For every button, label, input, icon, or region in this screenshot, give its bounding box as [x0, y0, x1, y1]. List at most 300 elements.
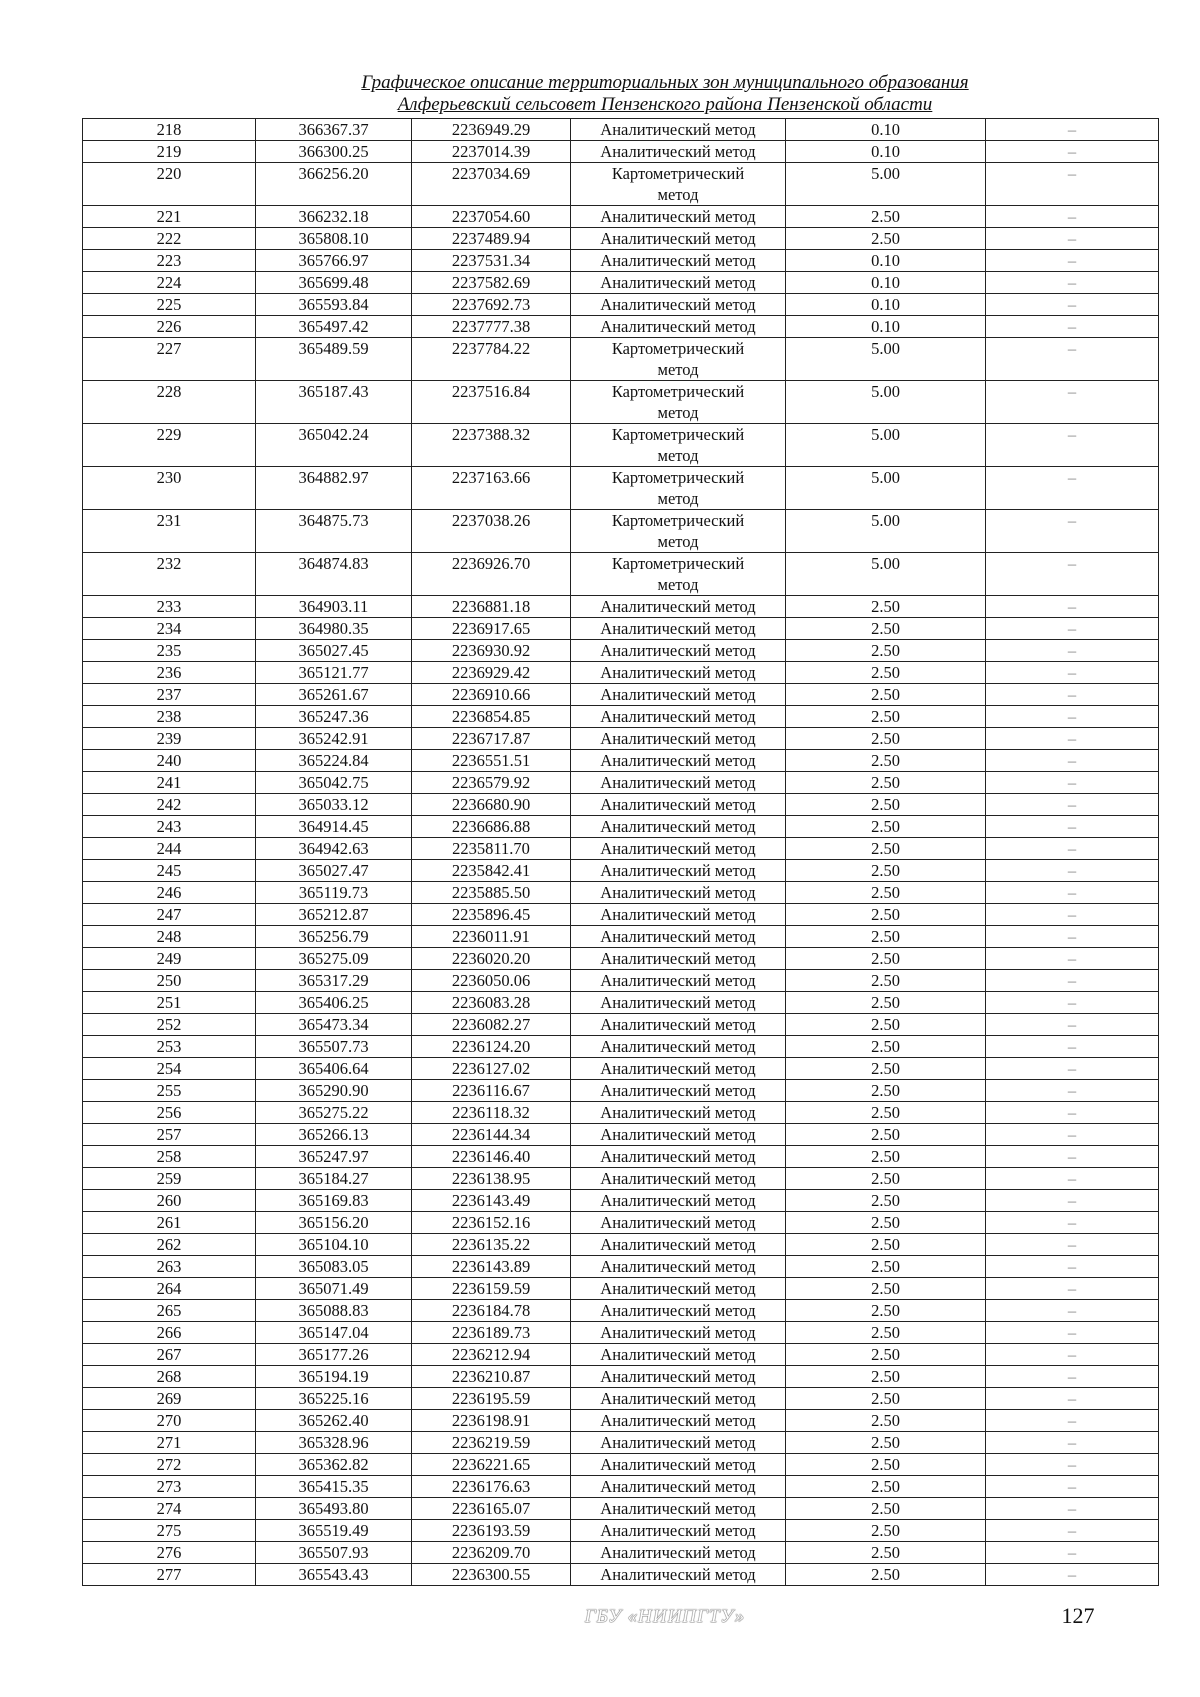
y-coordinate-cell: 2236929.42 — [412, 662, 571, 684]
document-title-line-2: Алферьевский сельсовет Пензенского района Пензенской области — [397, 94, 933, 115]
x-coordinate-cell: 365507.73 — [256, 1036, 412, 1058]
table-row — [83, 1256, 1159, 1278]
x-coordinate-cell: 365247.36 — [256, 706, 412, 728]
point-number-cell: 226 — [83, 316, 256, 338]
note-cell: – — [986, 1300, 1159, 1322]
x-coordinate-cell: 365225.16 — [256, 1388, 412, 1410]
table-row — [83, 1102, 1159, 1124]
x-coordinate-cell: 365266.13 — [256, 1124, 412, 1146]
note-cell: – — [986, 1366, 1159, 1388]
table-row — [83, 228, 1159, 250]
note-cell: – — [986, 510, 1159, 553]
method-text-line: метод — [657, 446, 699, 465]
point-number-cell: 237 — [83, 684, 256, 706]
x-coordinate-cell: 365194.19 — [256, 1366, 412, 1388]
table-row — [83, 1014, 1159, 1036]
point-number-cell: 219 — [83, 141, 256, 163]
note-cell: – — [986, 882, 1159, 904]
accuracy-cell: 2.50 — [786, 838, 986, 860]
accuracy-cell: 0.10 — [786, 141, 986, 163]
table-row — [83, 1146, 1159, 1168]
note-cell: – — [986, 467, 1159, 510]
accuracy-cell: 2.50 — [786, 1102, 986, 1124]
y-coordinate-cell: 2236195.59 — [412, 1388, 571, 1410]
method-text-line: Аналитический метод — [600, 120, 756, 139]
point-number-cell: 277 — [83, 1564, 256, 1586]
y-coordinate-cell: 2236143.49 — [412, 1190, 571, 1212]
note-cell: – — [986, 228, 1159, 250]
note-cell: – — [986, 1344, 1159, 1366]
method-cell — [571, 816, 786, 838]
accuracy-cell: 2.50 — [786, 1410, 986, 1432]
x-coordinate-cell: 364980.35 — [256, 618, 412, 640]
method-cell — [571, 1300, 786, 1322]
accuracy-cell: 2.50 — [786, 640, 986, 662]
x-coordinate-cell: 365224.84 — [256, 750, 412, 772]
x-coordinate-cell: 365042.75 — [256, 772, 412, 794]
x-coordinate-cell: 365275.09 — [256, 948, 412, 970]
method-cell — [571, 553, 786, 596]
method-cell — [571, 1124, 786, 1146]
note-cell: – — [986, 838, 1159, 860]
method-cell — [571, 1212, 786, 1234]
method-text-line: Картометрический — [611, 468, 745, 487]
method-cell — [571, 882, 786, 904]
note-cell: – — [986, 1212, 1159, 1234]
table-row — [83, 1498, 1159, 1520]
x-coordinate-cell: 365406.25 — [256, 992, 412, 1014]
method-cell — [571, 1388, 786, 1410]
accuracy-cell: 2.50 — [786, 992, 986, 1014]
note-cell: – — [986, 141, 1159, 163]
note-cell: – — [986, 1014, 1159, 1036]
table-row — [83, 948, 1159, 970]
x-coordinate-cell: 364914.45 — [256, 816, 412, 838]
method-cell — [571, 1520, 786, 1542]
method-text-line: Аналитический метод — [600, 949, 756, 968]
method-text-line: метод — [657, 575, 699, 594]
note-cell: – — [986, 640, 1159, 662]
x-coordinate-cell: 365083.05 — [256, 1256, 412, 1278]
method-cell — [571, 1190, 786, 1212]
y-coordinate-cell: 2236930.92 — [412, 640, 571, 662]
point-number-cell: 267 — [83, 1344, 256, 1366]
note-cell: – — [986, 904, 1159, 926]
accuracy-cell: 2.50 — [786, 206, 986, 228]
note-cell: – — [986, 1058, 1159, 1080]
method-cell — [571, 1498, 786, 1520]
method-text-line: Аналитический метод — [600, 1279, 756, 1298]
note-cell: – — [986, 1542, 1159, 1564]
x-coordinate-cell: 365317.29 — [256, 970, 412, 992]
note-cell: – — [986, 119, 1159, 141]
accuracy-cell: 2.50 — [786, 1080, 986, 1102]
method-text-line: Аналитический метод — [600, 1081, 756, 1100]
note-cell: – — [986, 338, 1159, 381]
y-coordinate-cell: 2236949.29 — [412, 119, 571, 141]
note-cell: – — [986, 1322, 1159, 1344]
point-number-cell: 239 — [83, 728, 256, 750]
table-row — [83, 1212, 1159, 1234]
method-text-line: Аналитический метод — [600, 619, 756, 638]
x-coordinate-cell: 365156.20 — [256, 1212, 412, 1234]
y-coordinate-cell: 2236118.32 — [412, 1102, 571, 1124]
method-text-line: Аналитический метод — [600, 317, 756, 336]
method-cell — [571, 904, 786, 926]
x-coordinate-cell: 365699.48 — [256, 272, 412, 294]
method-cell — [571, 424, 786, 467]
method-text-line: Аналитический метод — [600, 773, 756, 792]
point-number-cell: 265 — [83, 1300, 256, 1322]
table-row — [83, 1520, 1159, 1542]
x-coordinate-cell: 364874.83 — [256, 553, 412, 596]
point-number-cell: 272 — [83, 1454, 256, 1476]
note-cell: – — [986, 970, 1159, 992]
accuracy-cell: 2.50 — [786, 1146, 986, 1168]
accuracy-cell: 0.10 — [786, 272, 986, 294]
accuracy-cell: 2.50 — [786, 882, 986, 904]
method-text-line: Аналитический метод — [600, 707, 756, 726]
point-number-cell: 270 — [83, 1410, 256, 1432]
note-cell: – — [986, 1564, 1159, 1586]
method-text-line: Аналитический метод — [600, 1257, 756, 1276]
method-cell — [571, 381, 786, 424]
y-coordinate-cell: 2236551.51 — [412, 750, 571, 772]
table-row — [83, 1432, 1159, 1454]
point-number-cell: 256 — [83, 1102, 256, 1124]
y-coordinate-cell: 2236926.70 — [412, 553, 571, 596]
y-coordinate-cell: 2236165.07 — [412, 1498, 571, 1520]
y-coordinate-cell: 2236579.92 — [412, 772, 571, 794]
method-text-line: Аналитический метод — [600, 1015, 756, 1034]
method-text-line: Аналитический метод — [600, 207, 756, 226]
note-cell: – — [986, 1146, 1159, 1168]
accuracy-cell: 2.50 — [786, 1014, 986, 1036]
point-number-cell: 269 — [83, 1388, 256, 1410]
x-coordinate-cell: 366300.25 — [256, 141, 412, 163]
method-cell — [571, 228, 786, 250]
method-text-line: Аналитический метод — [600, 839, 756, 858]
method-text-line: Аналитический метод — [600, 142, 756, 161]
table-row — [83, 772, 1159, 794]
point-number-cell: 242 — [83, 794, 256, 816]
x-coordinate-cell: 364882.97 — [256, 467, 412, 510]
method-cell — [571, 992, 786, 1014]
x-coordinate-cell: 365261.67 — [256, 684, 412, 706]
accuracy-cell: 2.50 — [786, 1498, 986, 1520]
x-coordinate-cell: 365543.43 — [256, 1564, 412, 1586]
y-coordinate-cell: 2236159.59 — [412, 1278, 571, 1300]
table-row — [83, 640, 1159, 662]
note-cell: – — [986, 381, 1159, 424]
accuracy-cell: 5.00 — [786, 553, 986, 596]
y-coordinate-cell: 2236083.28 — [412, 992, 571, 1014]
y-coordinate-cell: 2236854.85 — [412, 706, 571, 728]
note-cell: – — [986, 272, 1159, 294]
accuracy-cell: 2.50 — [786, 1542, 986, 1564]
y-coordinate-cell: 2235885.50 — [412, 882, 571, 904]
table-row — [83, 1058, 1159, 1080]
table-row — [83, 510, 1159, 553]
table-row — [83, 1322, 1159, 1344]
table-row — [83, 1410, 1159, 1432]
table-row — [83, 1036, 1159, 1058]
point-number-cell: 232 — [83, 553, 256, 596]
y-coordinate-cell: 2236300.55 — [412, 1564, 571, 1586]
note-cell: – — [986, 948, 1159, 970]
method-cell — [571, 467, 786, 510]
method-cell — [571, 1322, 786, 1344]
x-coordinate-cell: 364903.11 — [256, 596, 412, 618]
x-coordinate-cell: 365147.04 — [256, 1322, 412, 1344]
method-text-line: Аналитический метод — [600, 1037, 756, 1056]
note-cell: – — [986, 1080, 1159, 1102]
accuracy-cell: 5.00 — [786, 338, 986, 381]
x-coordinate-cell: 365489.59 — [256, 338, 412, 381]
y-coordinate-cell: 2236680.90 — [412, 794, 571, 816]
method-text-line: Картометрический — [611, 511, 745, 530]
table-row — [83, 728, 1159, 750]
table-row — [83, 926, 1159, 948]
table-row — [83, 1476, 1159, 1498]
x-coordinate-cell: 365593.84 — [256, 294, 412, 316]
note-cell: – — [986, 1102, 1159, 1124]
accuracy-cell: 2.50 — [786, 1520, 986, 1542]
table-row — [83, 1542, 1159, 1564]
accuracy-cell: 2.50 — [786, 860, 986, 882]
method-cell — [571, 1080, 786, 1102]
y-coordinate-cell: 2236011.91 — [412, 926, 571, 948]
note-cell: – — [986, 1454, 1159, 1476]
method-text-line: Аналитический метод — [600, 1477, 756, 1496]
y-coordinate-cell: 2236910.66 — [412, 684, 571, 706]
x-coordinate-cell: 364875.73 — [256, 510, 412, 553]
note-cell: – — [986, 1476, 1159, 1498]
x-coordinate-cell: 365027.47 — [256, 860, 412, 882]
point-number-cell: 254 — [83, 1058, 256, 1080]
method-text-line: Аналитический метод — [600, 273, 756, 292]
method-cell — [571, 1542, 786, 1564]
y-coordinate-cell: 2235811.70 — [412, 838, 571, 860]
method-text-line: Аналитический метод — [600, 1147, 756, 1166]
note-cell: – — [986, 1278, 1159, 1300]
table-row — [83, 1080, 1159, 1102]
y-coordinate-cell: 2237038.26 — [412, 510, 571, 553]
note-cell: – — [986, 1410, 1159, 1432]
point-number-cell: 244 — [83, 838, 256, 860]
point-number-cell: 235 — [83, 640, 256, 662]
point-number-cell: 276 — [83, 1542, 256, 1564]
method-cell — [571, 838, 786, 860]
point-number-cell: 218 — [83, 119, 256, 141]
y-coordinate-cell: 2236189.73 — [412, 1322, 571, 1344]
x-coordinate-cell: 365507.93 — [256, 1542, 412, 1564]
note-cell: – — [986, 163, 1159, 206]
method-text-line: Аналитический метод — [600, 1433, 756, 1452]
method-text-line: Аналитический метод — [600, 229, 756, 248]
note-cell: – — [986, 1520, 1159, 1542]
page-number: 127 — [1061, 1603, 1095, 1628]
method-cell — [571, 640, 786, 662]
point-number-cell: 253 — [83, 1036, 256, 1058]
method-cell — [571, 1564, 786, 1586]
note-cell: – — [986, 1168, 1159, 1190]
method-text-line: Картометрический — [611, 164, 745, 183]
table-row — [83, 206, 1159, 228]
method-cell — [571, 1058, 786, 1080]
method-cell — [571, 316, 786, 338]
y-coordinate-cell: 2236686.88 — [412, 816, 571, 838]
point-number-cell: 247 — [83, 904, 256, 926]
point-number-cell: 227 — [83, 338, 256, 381]
note-cell: – — [986, 1234, 1159, 1256]
accuracy-cell: 2.50 — [786, 948, 986, 970]
table-row — [83, 838, 1159, 860]
accuracy-cell: 2.50 — [786, 926, 986, 948]
y-coordinate-cell: 2235896.45 — [412, 904, 571, 926]
table-row — [83, 272, 1159, 294]
x-coordinate-cell: 365473.34 — [256, 1014, 412, 1036]
accuracy-cell: 2.50 — [786, 618, 986, 640]
y-coordinate-cell: 2237034.69 — [412, 163, 571, 206]
note-cell: – — [986, 316, 1159, 338]
table-row — [83, 1234, 1159, 1256]
table-row — [83, 684, 1159, 706]
y-coordinate-cell: 2236082.27 — [412, 1014, 571, 1036]
table-row — [83, 119, 1159, 141]
x-coordinate-cell: 365184.27 — [256, 1168, 412, 1190]
method-text-line: Аналитический метод — [600, 1059, 756, 1078]
accuracy-cell: 2.50 — [786, 1388, 986, 1410]
point-number-cell: 250 — [83, 970, 256, 992]
note-cell: – — [986, 794, 1159, 816]
table-row — [83, 1564, 1159, 1586]
accuracy-cell: 2.50 — [786, 706, 986, 728]
method-cell — [571, 1256, 786, 1278]
accuracy-cell: 2.50 — [786, 1454, 986, 1476]
y-coordinate-cell: 2236152.16 — [412, 1212, 571, 1234]
y-coordinate-cell: 2235842.41 — [412, 860, 571, 882]
point-number-cell: 249 — [83, 948, 256, 970]
method-text-line: Аналитический метод — [600, 1345, 756, 1364]
table-row — [83, 794, 1159, 816]
table-row — [83, 882, 1159, 904]
x-coordinate-cell: 365071.49 — [256, 1278, 412, 1300]
y-coordinate-cell: 2236020.20 — [412, 948, 571, 970]
table-row — [83, 970, 1159, 992]
method-text-line: метод — [657, 532, 699, 551]
method-cell — [571, 1454, 786, 1476]
method-text-line: Аналитический метод — [600, 971, 756, 990]
method-cell — [571, 728, 786, 750]
x-coordinate-cell: 365519.49 — [256, 1520, 412, 1542]
method-text-line: Аналитический метод — [600, 1499, 756, 1518]
x-coordinate-cell: 365808.10 — [256, 228, 412, 250]
table-row — [83, 553, 1159, 596]
x-coordinate-cell: 365275.22 — [256, 1102, 412, 1124]
table-row — [83, 1344, 1159, 1366]
y-coordinate-cell: 2236138.95 — [412, 1168, 571, 1190]
table-row — [83, 1366, 1159, 1388]
method-cell — [571, 250, 786, 272]
point-number-cell: 271 — [83, 1432, 256, 1454]
method-text-line: метод — [657, 185, 699, 204]
note-cell: – — [986, 1190, 1159, 1212]
point-number-cell: 223 — [83, 250, 256, 272]
note-cell: – — [986, 206, 1159, 228]
accuracy-cell: 2.50 — [786, 772, 986, 794]
method-text-line: Аналитический метод — [600, 1543, 756, 1562]
y-coordinate-cell: 2236176.63 — [412, 1476, 571, 1498]
point-number-cell: 268 — [83, 1366, 256, 1388]
method-cell — [571, 706, 786, 728]
coordinates-table-body — [83, 119, 1159, 1586]
note-cell: – — [986, 992, 1159, 1014]
note-cell: – — [986, 294, 1159, 316]
point-number-cell: 224 — [83, 272, 256, 294]
method-text-line: Аналитический метод — [600, 1213, 756, 1232]
point-number-cell: 233 — [83, 596, 256, 618]
y-coordinate-cell: 2236221.65 — [412, 1454, 571, 1476]
table-row — [83, 381, 1159, 424]
method-cell — [571, 1234, 786, 1256]
coordinates-table — [82, 118, 1159, 1586]
method-text-line: метод — [657, 403, 699, 422]
y-coordinate-cell: 2236146.40 — [412, 1146, 571, 1168]
x-coordinate-cell: 365242.91 — [256, 728, 412, 750]
y-coordinate-cell: 2236917.65 — [412, 618, 571, 640]
method-text-line: Аналитический метод — [600, 685, 756, 704]
y-coordinate-cell: 2237692.73 — [412, 294, 571, 316]
x-coordinate-cell: 366256.20 — [256, 163, 412, 206]
y-coordinate-cell: 2236717.87 — [412, 728, 571, 750]
y-coordinate-cell: 2237784.22 — [412, 338, 571, 381]
method-text-line: Картометрический — [611, 382, 745, 401]
point-number-cell: 248 — [83, 926, 256, 948]
accuracy-cell: 5.00 — [786, 381, 986, 424]
x-coordinate-cell: 365497.42 — [256, 316, 412, 338]
y-coordinate-cell: 2236212.94 — [412, 1344, 571, 1366]
table-row — [83, 467, 1159, 510]
point-number-cell: 238 — [83, 706, 256, 728]
accuracy-cell: 2.50 — [786, 1564, 986, 1586]
table-row — [83, 618, 1159, 640]
method-cell — [571, 163, 786, 206]
accuracy-cell: 2.50 — [786, 596, 986, 618]
point-number-cell: 274 — [83, 1498, 256, 1520]
table-row — [83, 706, 1159, 728]
note-cell: – — [986, 618, 1159, 640]
accuracy-cell: 2.50 — [786, 662, 986, 684]
method-text-line: Аналитический метод — [600, 1235, 756, 1254]
y-coordinate-cell: 2236135.22 — [412, 1234, 571, 1256]
table-row — [83, 250, 1159, 272]
method-text-line: Аналитический метод — [600, 1103, 756, 1122]
note-cell: – — [986, 250, 1159, 272]
method-text-line: Аналитический метод — [600, 1169, 756, 1188]
y-coordinate-cell: 2236219.59 — [412, 1432, 571, 1454]
method-text-line: Аналитический метод — [600, 795, 756, 814]
method-cell — [571, 926, 786, 948]
accuracy-cell: 2.50 — [786, 1168, 986, 1190]
point-number-cell: 228 — [83, 381, 256, 424]
table-row — [83, 816, 1159, 838]
point-number-cell: 240 — [83, 750, 256, 772]
method-text-line: Аналитический метод — [600, 729, 756, 748]
method-cell — [571, 119, 786, 141]
table-row — [83, 1190, 1159, 1212]
accuracy-cell: 2.50 — [786, 904, 986, 926]
